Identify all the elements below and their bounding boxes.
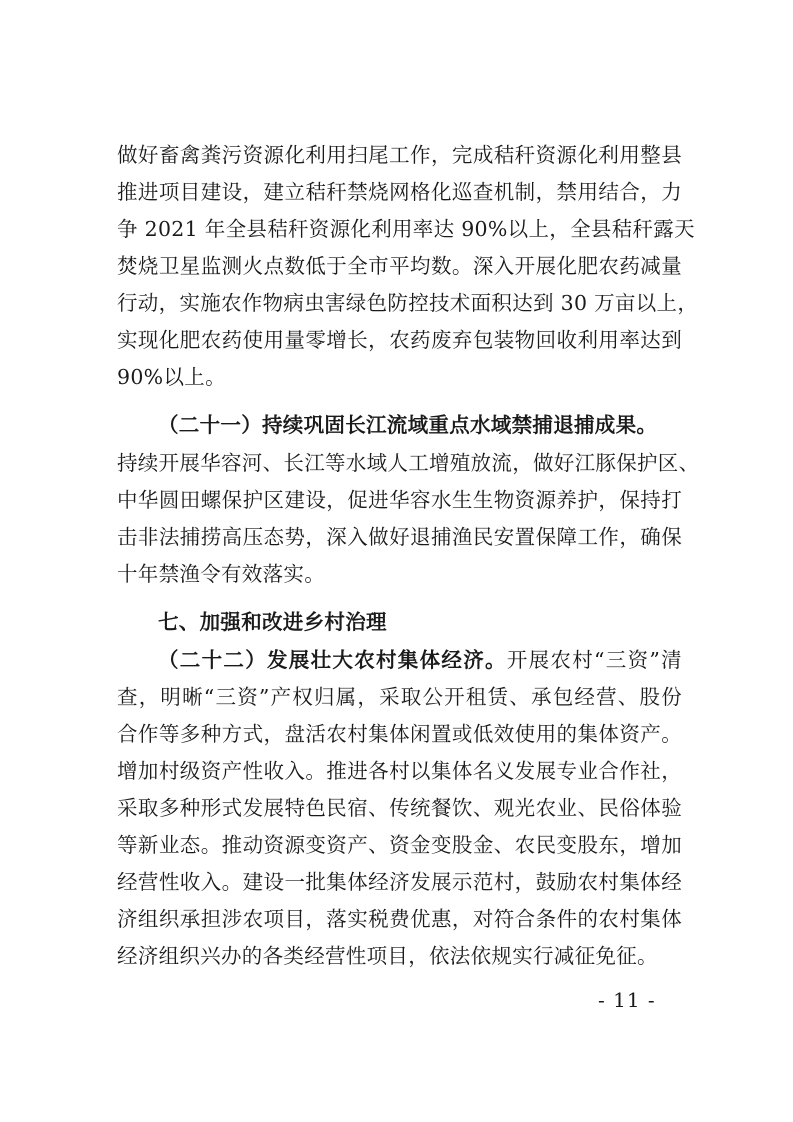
paragraph-line: 十年禁渔令有效落实。 — [117, 562, 325, 586]
section-heading-21: （二十一）持续巩固长江流域重点水域禁捕退捕成果。 — [158, 413, 658, 437]
paragraph-line: 击非法捕捞高压态势，深入做好退捕渔民安置保障工作，确保 — [117, 525, 682, 549]
paragraph-line: 增加村级资产性收入。推进各村以集体名义发展专业合作社， — [117, 759, 682, 783]
paragraph-line: 采取多种形式发展特色民宿、传统餐饮、观光农业、民俗体验 — [117, 796, 682, 820]
paragraph-line: 济组织承担涉农项目，落实税费优惠，对符合条件的农村集体 — [117, 907, 682, 931]
section-heading-22: （二十二）发展壮大农村集体经济。 — [158, 648, 507, 672]
paragraph-line: 争 2021 年全县秸秆资源化利用率达 90%以上，全县秸秆露天 — [117, 217, 695, 241]
paragraph-line: 实现化肥农药使用量零增长，农药废弃包装物回收利用率达到 — [117, 328, 682, 352]
paragraph-line: 等新业态。推动资源变资产、资金变股金、农民变股东，增加 — [117, 833, 682, 857]
paragraph-line: 90%以上。 — [117, 365, 226, 389]
page-number: - 11 - — [598, 988, 656, 1012]
paragraph-text: 开展农村“三资”清 — [506, 648, 682, 672]
paragraph-line: 查，明晰“三资”产权归属，采取公开租赁、承包经营、股份 — [117, 685, 682, 709]
paragraph-line: 中华圆田螺保护区建设，促进华容水生生物资源养护，保持打 — [117, 488, 682, 512]
paragraph-line: 焚烧卫星监测火点数低于全市平均数。深入开展化肥农药减量 — [117, 254, 682, 278]
paragraph-line: 持续开展华容河、长江等水域人工增殖放流，做好江豚保护区、 — [117, 451, 700, 475]
paragraph-line: 行动，实施农作物病虫害绿色防控技术面积达到 30 万亩以上， — [117, 291, 699, 315]
paragraph-line: 合作等多种方式，盘活农村集体闲置或低效使用的集体资产。 — [117, 722, 682, 746]
paragraph-line: 经营性收入。建设一批集体经济发展示范村，鼓励农村集体经 — [117, 870, 682, 894]
paragraph-line: 推进项目建设，建立秸秆禁烧网格化巡查机制，禁用结合，力 — [117, 180, 682, 204]
section-heading-22-line — [158, 650, 682, 671]
paragraph-line: 做好畜禽粪污资源化利用扫尾工作，完成秸秆资源化利用整县 — [117, 143, 682, 167]
paragraph-line: 经济组织兴办的各类经营性项目，依法依规实行减征免征。 — [117, 944, 658, 968]
chapter-title: 七、加强和改进乡村治理 — [158, 610, 387, 634]
